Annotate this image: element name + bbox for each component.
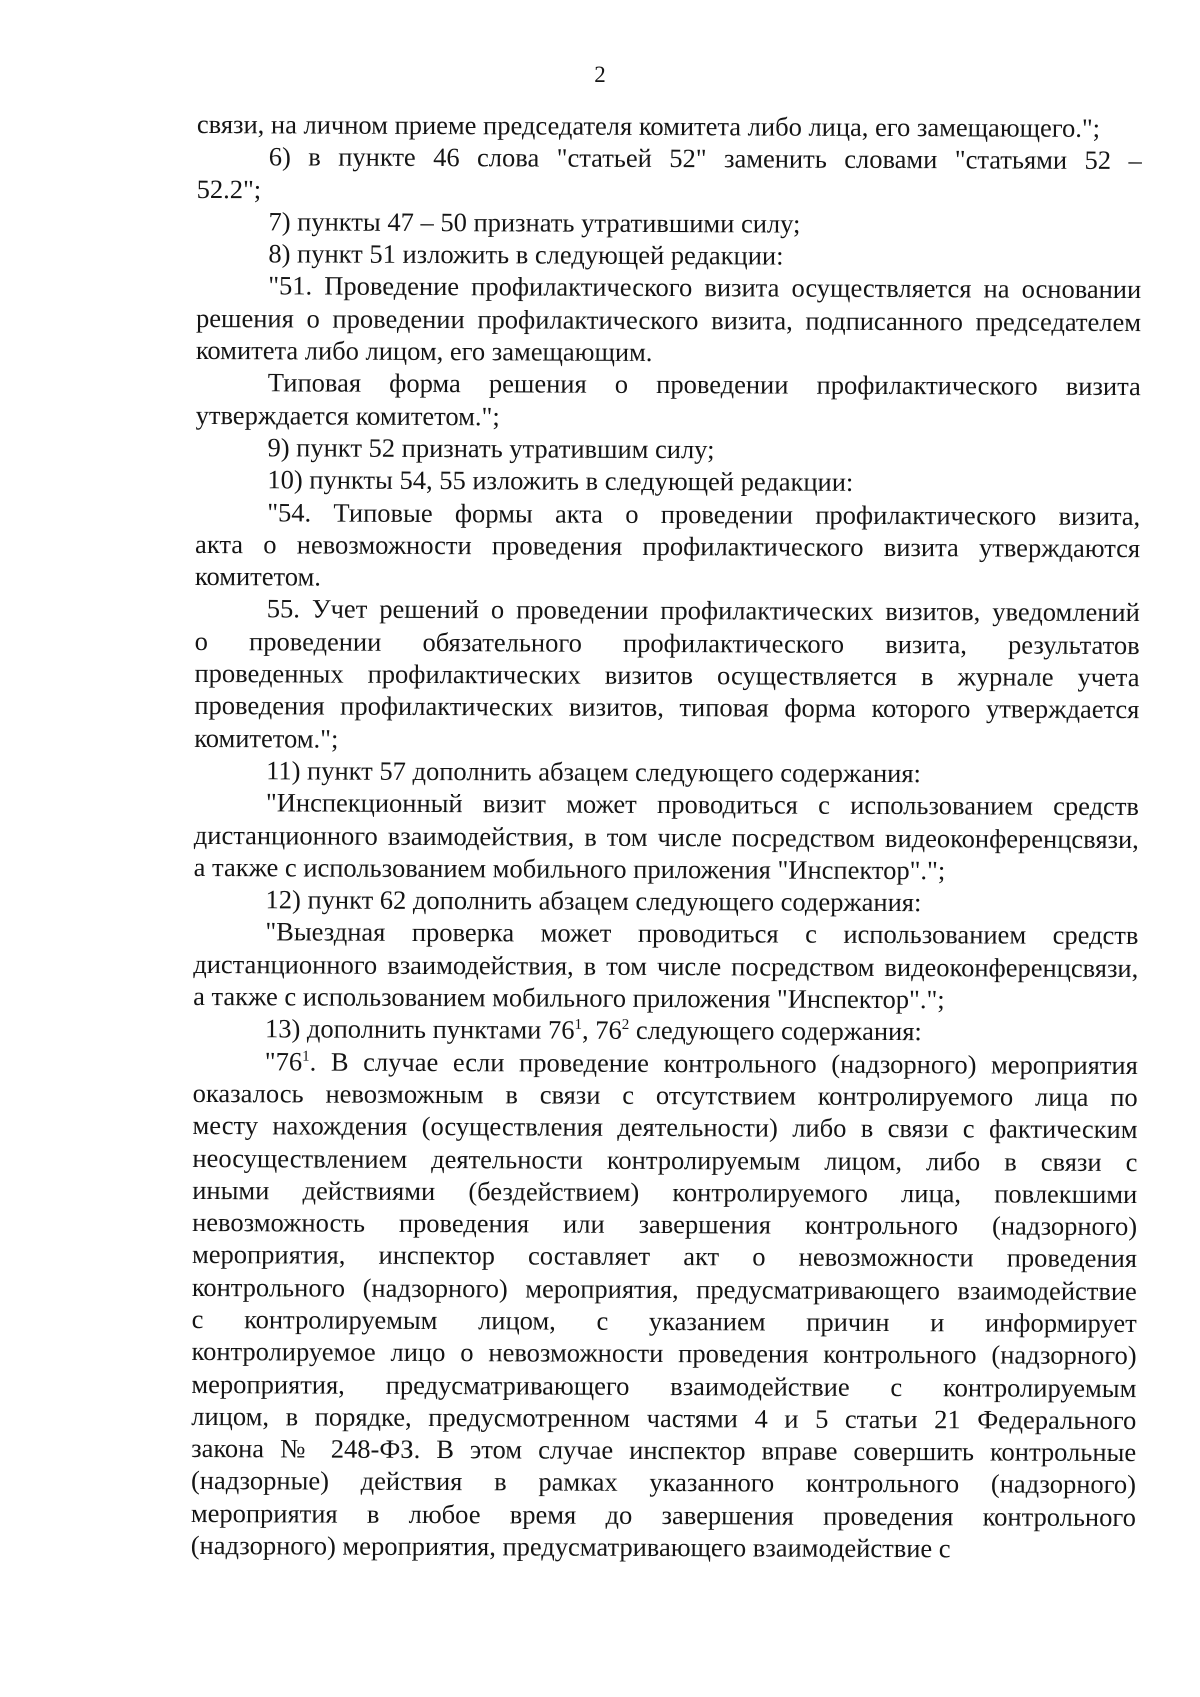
text-line: комитетом. bbox=[194, 561, 321, 592]
text-line: оказалось невозможным в связи с отсутствием контролируемого лица по bbox=[192, 1077, 1138, 1113]
text-line: дистанционного взаимодействия, в том числе посредством видеоконференцсвязи, bbox=[193, 819, 1139, 854]
text-line: контролируемое лицо о невозможности проведения контрольного (надзорного) bbox=[191, 1336, 1137, 1371]
text-line: мероприятия, предусматривающего взаимодействие с контролируемым bbox=[191, 1368, 1137, 1403]
text-line: иными действиями (бездействием) контролируемого лица, повлекшими bbox=[192, 1174, 1138, 1209]
text-line: неосуществлением деятельности контролируемым лицом, либо в связи с bbox=[192, 1142, 1138, 1177]
text-line: "Выездная проверка может проводиться с использованием средств bbox=[265, 916, 1139, 951]
text-line: мероприятия в любое время до завершения проведения контрольного bbox=[190, 1497, 1136, 1532]
text-line: "54. Типовые формы акта о проведении профилактического визита, bbox=[267, 496, 1141, 531]
text-line: 52.2"; bbox=[196, 173, 262, 204]
text-line: "Инспекционный визит может проводиться с использованием средств bbox=[265, 787, 1140, 822]
text-line: лицом, в порядке, предусмотренном частями 4 и 5 статьи 21 Федерального bbox=[191, 1400, 1137, 1435]
text-line: 10) пункты 54, 55 изложить в следующей редакции: bbox=[267, 464, 854, 498]
text-line: 13) дополнить пунктами $76^1$, $76^2$ следующего содержания: bbox=[264, 1013, 922, 1047]
text-line: а также с использованием мобильного приложения "Инспектор"."; bbox=[193, 851, 946, 886]
text-line: мероприятия, инспектор составляет акт о невозможности проведения bbox=[191, 1239, 1138, 1274]
text-line: 7) пункты 47 – 50 признать утратившими силу; bbox=[268, 206, 801, 239]
text-line: "51. Проведение профилактического визита осуществляется на основании bbox=[268, 270, 1142, 305]
text-line: 12) пункт 62 дополнить абзацем следующего содержания: bbox=[265, 884, 922, 918]
document-body bbox=[191, 108, 1142, 1565]
text-line: контрольного (надзорного) мероприятия, предусматривающего взаимодействие bbox=[191, 1271, 1137, 1306]
text-line: комитета либо лицом, его замещающим. bbox=[195, 335, 653, 368]
text-line: дистанционного взаимодействия, в том числе посредством видеоконференцсвязи, bbox=[193, 948, 1139, 983]
text-line: 9) пункт 52 признать утратившим силу; bbox=[267, 432, 715, 465]
text-line: Типовая форма решения о проведении профилактического визита bbox=[267, 367, 1141, 402]
text-line: 6) в пункте 46 слова "статьей 52" заменить словами "статьями 52 – bbox=[268, 141, 1142, 176]
page-number: 2 bbox=[594, 62, 606, 87]
text-line: (надзорного) мероприятия, предусматривающего взаимодействие с bbox=[190, 1530, 951, 1564]
text-line: а также с использованием мобильного приложения "Инспектор"."; bbox=[193, 981, 945, 1015]
text-line: решения о проведении профилактического визита, подписанного председателем bbox=[196, 302, 1142, 337]
text-line: 8) пункт 51 изложить в следующей редакции: bbox=[268, 238, 784, 271]
text-line: утверждается комитетом."; bbox=[195, 399, 500, 431]
text-line: связи, на личном приеме председателя комитета либо лица, его замещающего."; bbox=[196, 108, 1101, 143]
text-line: проведенных профилактических визитов осуществляется в журнале учета bbox=[194, 658, 1140, 693]
text-line: невозможность проведения или завершения контрольного (надзорного) bbox=[192, 1207, 1138, 1242]
text-line: закона № 248-ФЗ. В этом случае инспектор вправе совершить контрольные bbox=[191, 1433, 1137, 1468]
text-line: месту нахождения (осуществления деятельности) либо в связи с фактическим bbox=[192, 1110, 1138, 1145]
text-line: (надзорные) действия в рамках указанного контрольного (надзорного) bbox=[190, 1465, 1137, 1500]
text-line: 55. Учет решений о проведении профилактических визитов, уведомлений bbox=[266, 593, 1140, 628]
text-line: "$76^1$. В случае если проведение контрольного (надзорного) мероприятия bbox=[264, 1045, 1138, 1080]
text-line: комитетом."; bbox=[194, 722, 339, 754]
text-line: акта о невозможности проведения профилактического визита утверждаются bbox=[195, 528, 1141, 563]
text-line: 11) пункт 57 дополнить абзацем следующего содержания: bbox=[266, 755, 922, 789]
text-line: с контролируемым лицом, с указанием причин и информирует bbox=[191, 1303, 1137, 1339]
text-line: о проведении обязательного профилактического визита, результатов bbox=[194, 625, 1140, 660]
text-line: проведения профилактических визитов, типовая форма которого утверждается bbox=[194, 690, 1140, 725]
